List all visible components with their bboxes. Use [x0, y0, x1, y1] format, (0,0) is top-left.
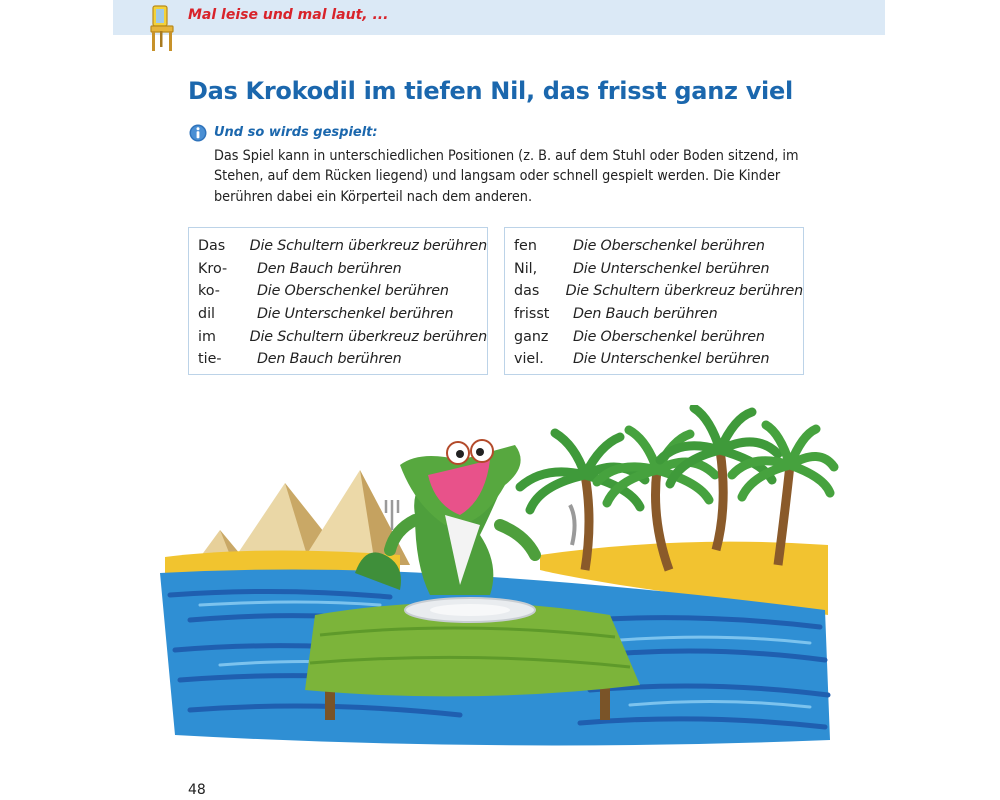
- table-row: [198, 348, 487, 371]
- table-row: [198, 258, 487, 281]
- lyrics-table-right: [504, 227, 804, 375]
- lyric-action: Den Bauch berühren: [257, 351, 402, 368]
- lyrics-table-left: [188, 227, 488, 375]
- lyric-action: Den Bauch berühren: [573, 306, 718, 323]
- info-icon: [189, 124, 207, 142]
- instructions-heading: Und so wirds gespielt:: [214, 125, 378, 140]
- lyric-action: Die Oberschenkel berühren: [573, 238, 765, 255]
- lyric-word: Kro-: [198, 260, 228, 277]
- table-row: [514, 258, 803, 281]
- table-row: [198, 235, 487, 258]
- lyric-action: Die Unterschenkel berühren: [257, 306, 454, 323]
- lyric-word: tie-: [198, 351, 222, 368]
- lyric-action: Die Unterschenkel berühren: [573, 351, 770, 368]
- lyric-action: Den Bauch berühren: [257, 260, 402, 277]
- lyric-action: Die Oberschenkel berühren: [573, 328, 765, 345]
- table-row: [198, 280, 487, 303]
- lyric-word: Nil,: [514, 260, 538, 277]
- table-row: [514, 325, 803, 348]
- lyric-word: frisst: [514, 306, 550, 323]
- lyric-action: Die Schultern überkreuz berühren: [249, 328, 487, 345]
- page-number: 48: [188, 782, 206, 798]
- lyric-word: viel.: [514, 351, 544, 368]
- table-row: [514, 303, 803, 326]
- table-row: [514, 348, 803, 371]
- section-header-title: Mal leise und mal laut, ...: [188, 7, 389, 23]
- chair-icon: [145, 3, 179, 53]
- lyric-word: fen: [514, 238, 537, 255]
- crocodile-illustration: [160, 405, 840, 750]
- table-row: [514, 235, 803, 258]
- lyric-action: Die Schultern überkreuz berühren: [249, 238, 487, 255]
- lyric-word: ko-: [198, 283, 220, 300]
- lyric-word: dil: [198, 306, 216, 323]
- table-row: [514, 280, 803, 303]
- table-row: [198, 325, 487, 348]
- lyric-word: im: [198, 328, 216, 345]
- lyric-action: Die Schultern überkreuz berühren: [565, 283, 803, 300]
- instructions-text: Das Spiel kann in unterschiedlichen Positionen (z. B. auf dem Stuhl oder Boden sitzend, im Stehen, auf dem Rücken liegend) und langsam oder schnell gespielt werden. Die Kinder berühren dabei ein Körperteil nach dem anderen.: [214, 148, 799, 205]
- lyric-action: Die Unterschenkel berühren: [573, 260, 770, 277]
- lyric-word: das: [514, 283, 540, 300]
- table-row: [198, 303, 487, 326]
- lyric-action: Die Oberschenkel berühren: [257, 283, 449, 300]
- crocodile: [355, 440, 575, 595]
- lyric-word: Das: [198, 238, 226, 255]
- lyric-word: ganz: [514, 328, 549, 345]
- page-title: Das Krokodil im tiefen Nil, das frisst ganz viel: [188, 77, 793, 105]
